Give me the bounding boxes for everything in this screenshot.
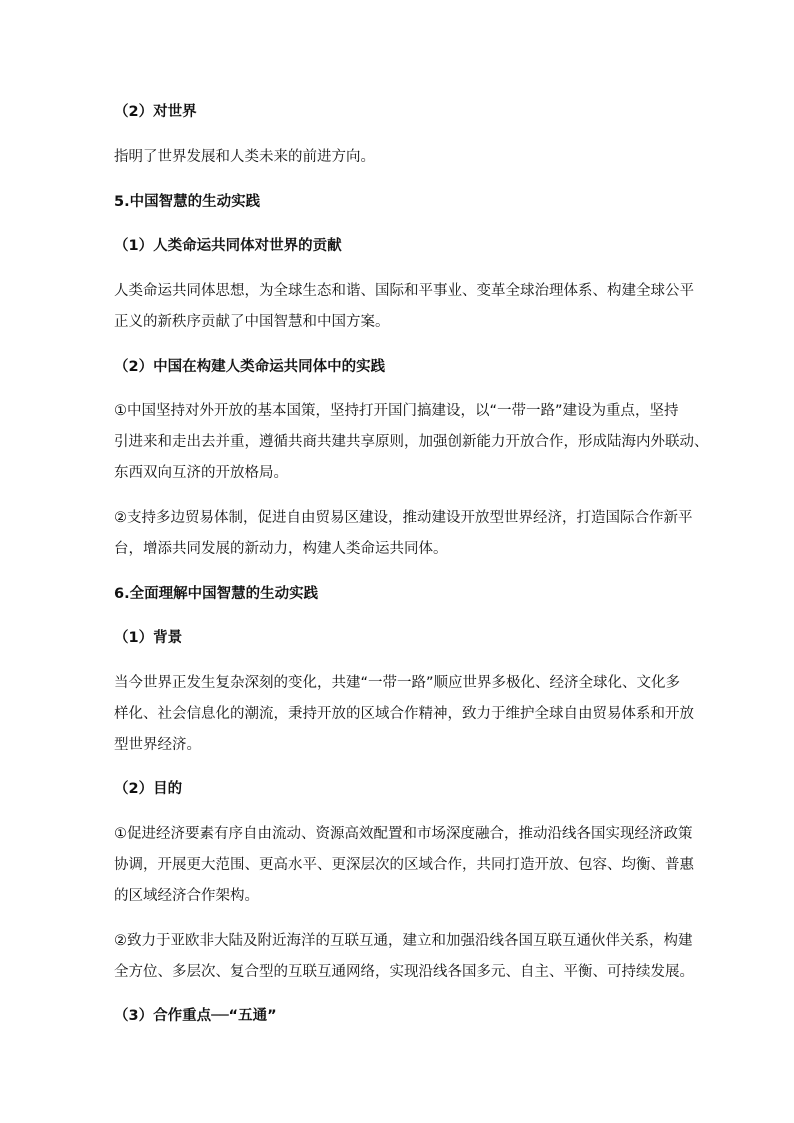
- paragraph-line: 人类命运共同体思想，为全球生态和谐、国际和平事业、变革全球治理体系、构建全球公平: [114, 283, 694, 299]
- subheading-background: （1）背景: [114, 630, 183, 646]
- paragraph-line: 正义的新秩序贡献了中国智慧和中国方案。: [114, 314, 390, 330]
- subheading-to-world: （2）对世界: [114, 104, 197, 120]
- subheading-contribution: （1）人类命运共同体对世界的贡献: [114, 238, 342, 254]
- paragraph-line: 全方位、多层次、复合型的互联互通网络，实现沿线各国多元、自主、平衡、可持续发展。: [114, 964, 694, 980]
- paragraph-line: 台，增添共同发展的新动力，构建人类命运共同体。: [114, 541, 448, 557]
- paragraph-line: 引进来和走出去并重，遵循共商共建共享原则，加强创新能力开放合作，形成陆海内外联动、: [114, 434, 709, 450]
- paragraph-line: ②致力于亚欧非大陆及附近海洋的互联互通，建立和加强沿线各国互联互通伙伴关系，构建: [114, 933, 693, 949]
- subheading-cooperation-focus: （3）合作重点──“五通”: [114, 1008, 277, 1024]
- paragraph-line: ②支持多边贸易体制，促进自由贸易区建设，推动建设开放型世界经济，打造国际合作新平: [114, 510, 693, 526]
- paragraph-line: 型世界经济。: [114, 737, 201, 753]
- subheading-practice: （2）中国在构建人类命运共同体中的实践: [114, 359, 386, 375]
- paragraph-line: 当今世界正发生复杂深刻的变化，共建“一带一路”顺应世界多极化、经济全球化、文化多: [114, 675, 681, 691]
- paragraph-line: ①促进经济要素有序自由流动、资源高效配置和市场深度融合，推动沿线各国实现经济政策: [114, 826, 693, 842]
- paragraph-line: 指明了世界发展和人类未来的前进方向。: [114, 149, 375, 165]
- paragraph-line: 的区域经济合作架构。: [114, 888, 259, 904]
- paragraph-line: 协调，开展更大范围、更高水平、更深层次的区域合作，共同打造开放、包容、均衡、普惠: [114, 857, 694, 873]
- section-heading-5: 5.中国智慧的生动实践: [114, 194, 261, 210]
- section-heading-6: 6.全面理解中国智慧的生动实践: [114, 586, 319, 602]
- paragraph-line: ①中国坚持对外开放的基本国策，坚持打开国门搞建设，以“一带一路”建设为重点，坚持: [114, 403, 679, 419]
- subheading-purpose: （2）目的: [114, 781, 183, 797]
- paragraph-line: 东西双向互济的开放格局。: [114, 465, 288, 481]
- paragraph-line: 样化、社会信息化的潮流，秉持开放的区域合作精神，致力于维护全球自由贸易体系和开放: [114, 706, 694, 722]
